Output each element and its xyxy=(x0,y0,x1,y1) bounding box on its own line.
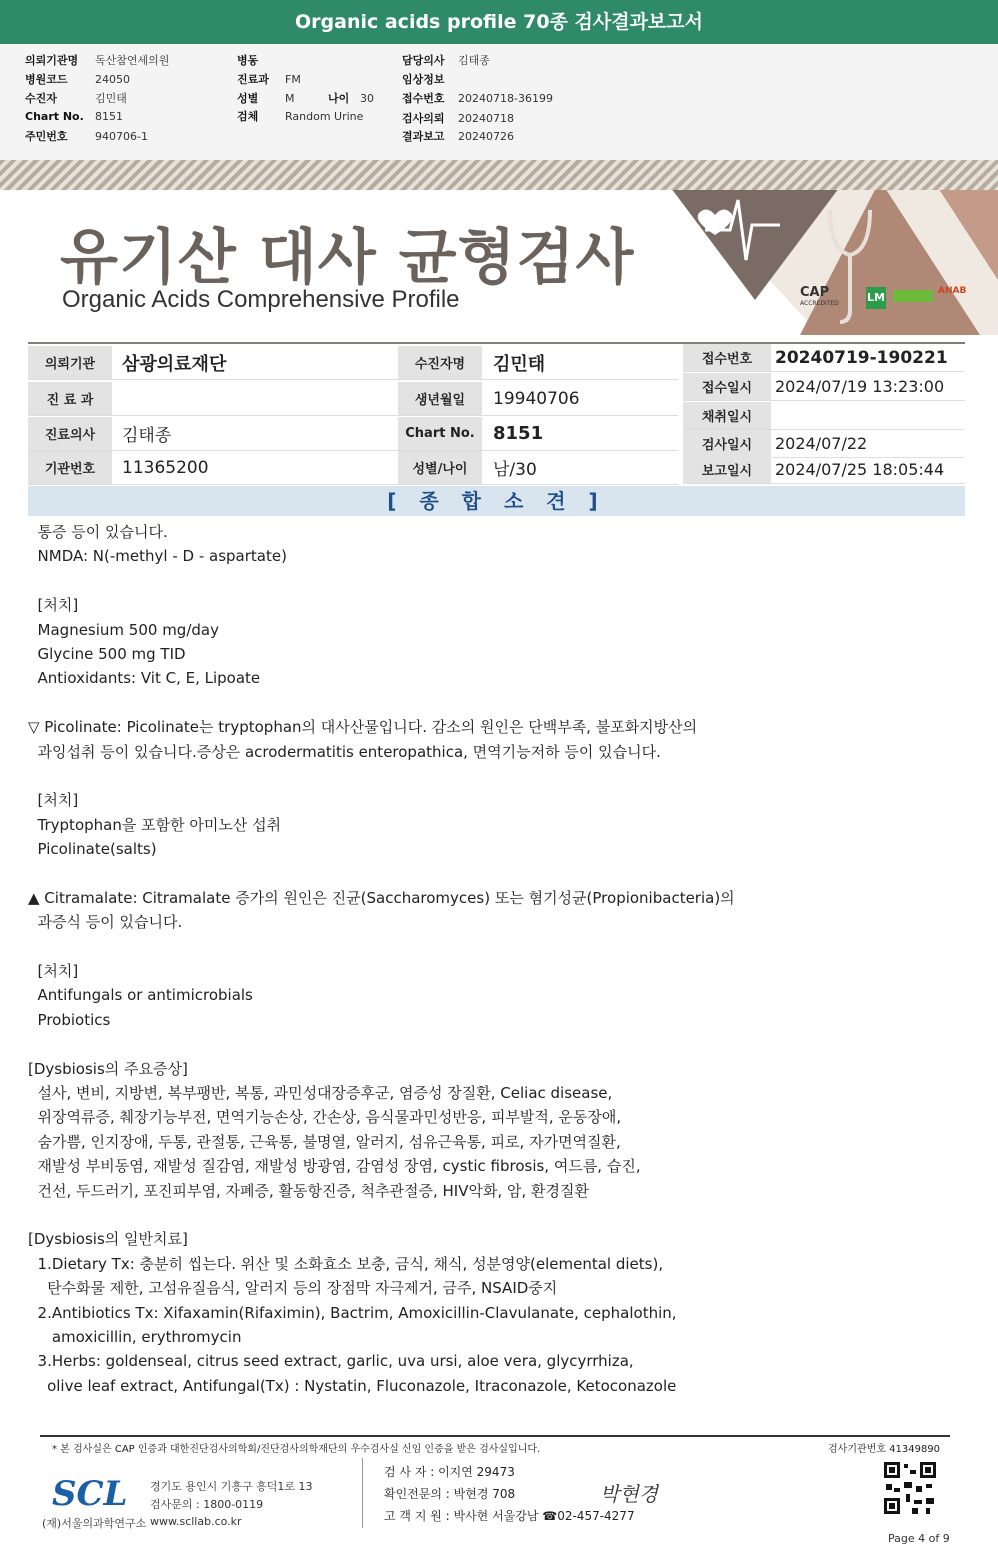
header-request-date: 검사의뢰 20240718 xyxy=(402,112,514,125)
header-chart-no: Chart No. 8151 xyxy=(25,110,123,123)
info-row-2 xyxy=(28,382,678,416)
anab-logo: ANAB xyxy=(938,286,967,296)
value-chart-no: 8151 xyxy=(493,423,544,444)
opinion-line xyxy=(28,691,958,715)
opinion-line xyxy=(28,1032,958,1056)
opinion-line: amoxicillin, erythromycin xyxy=(28,1327,242,1346)
info-row-1 xyxy=(28,346,678,380)
header-requester: 의뢰기관명 독산참연세의원 xyxy=(25,54,170,67)
opinion-line: Antioxidants: Vit C, E, Lipoate xyxy=(28,669,261,688)
kola-logo xyxy=(893,290,933,302)
opinion-header: [ 종 합 소 견 ] xyxy=(28,486,965,516)
info-row-3 xyxy=(28,417,678,451)
footer-vline xyxy=(362,1458,363,1528)
value-birth: 19940706 xyxy=(493,388,580,409)
header-receipt-no: 접수번호 20240718-36199 xyxy=(402,92,553,105)
label-org-no: 기관번호 xyxy=(28,451,112,484)
opinion-line: 3.Herbs: goldenseal, citrus seed extract, garlic, uva ursi, aloe vera, glycyrrhiza, xyxy=(28,1352,634,1371)
info-report-time: 보고일시 2024/07/25 18:05:44 xyxy=(683,456,965,484)
inquiry: 검사문의 : 1800-0119 xyxy=(150,1498,264,1511)
header-hospital-code: 병원코드 24050 xyxy=(25,73,130,86)
opinion-line: 설사, 변비, 지방변, 복부팽반, 복통, 과민성대장증후군, 염증성 장질환, Celiac disease, xyxy=(28,1083,613,1102)
opinion-line: 1.Dietary Tx: 충분히 씹는다. 위산 및 소화효소 보충, 금식, 채식, 성분영양(elemental diets), xyxy=(28,1254,664,1273)
banner-graphic xyxy=(620,190,998,335)
opinion-line: olive leaf extract, Antifungal(Tx) : Nystatin, Fluconazole, Itraconazole, Ketoconazole xyxy=(28,1376,677,1395)
value-patient: 김민태 xyxy=(493,353,546,375)
opinion-line: [Dysbiosis의 일반치료] xyxy=(28,1230,188,1249)
cap-logo: CAP ACCREDITED xyxy=(800,285,839,307)
header-resident-no: 주민번호 940706-1 xyxy=(25,130,148,143)
signature: 박현경 xyxy=(600,1482,658,1506)
value-requester: 삼광의료재단 xyxy=(122,353,227,375)
scl-logo: SCL xyxy=(52,1474,128,1514)
opinion-body xyxy=(28,520,958,1398)
label-birth: 생년월일 xyxy=(398,382,482,415)
opinion-line: 위장역류증, 췌장기능부전, 면역기능손상, 간손상, 음식물과민성반응, 피부발적, 운동장애, xyxy=(28,1108,622,1127)
opinion-line: 과증식 등이 있습니다. xyxy=(28,913,183,932)
value-doctor: 김태종 xyxy=(122,426,172,446)
banner-title-korean: 유기산 대사 균형검사 xyxy=(60,223,635,293)
opinion-line: Magnesium 500 mg/day xyxy=(28,620,219,639)
opinion-line: Tryptophan을 포함한 아미노산 섭취 xyxy=(28,815,282,834)
opinion-line: 건선, 두드러기, 포진피부염, 자폐증, 활동항진증, 척추관절증, HIV악화, 암, 환경질환 xyxy=(28,1181,589,1200)
footer-divider xyxy=(40,1435,950,1437)
opinion-line: [처치] xyxy=(28,596,79,615)
address: 경기도 용인시 기흥구 흥덕1로 13 xyxy=(150,1480,313,1493)
opinion-line: Glycine 500 mg TID xyxy=(28,644,186,663)
label-requester: 의뢰기관 xyxy=(28,346,112,379)
label-doctor: 진료의사 xyxy=(28,417,112,450)
label-dept: 진 료 과 xyxy=(28,382,112,415)
opinion-line: ▲ Citramalate: Citramalate 증가의 원인은 진균(Saccharomyces) 또는 혐기성균(Propionibacteria)의 xyxy=(28,888,735,907)
lmi-logo: LM xyxy=(866,287,886,309)
info-collect-time: 채취일시 xyxy=(683,402,965,430)
qr-code-icon xyxy=(882,1460,938,1516)
page-number: Page 4 of 9 xyxy=(888,1532,950,1545)
header-patient: 수진자 김민태 xyxy=(25,92,127,105)
customer-support: 고 객 지 원 : 박사현 서울강남 ☎02-457-4277 xyxy=(384,1509,635,1523)
header-sex: 성별 M xyxy=(237,92,295,105)
value-org-no: 11365200 xyxy=(122,457,209,478)
report-title: Organic acids profile 70종 검사결과보고서 xyxy=(295,11,703,33)
specialist: 확인전문의 : 박현경 708 xyxy=(384,1487,516,1501)
footer-note: * 본 검사실은 CAP 인증과 대한진단검사의학회/진단검사의학재단의 우수검사실 신임 인증을 받은 검사실입니다. xyxy=(52,1444,541,1455)
header-dept: 진료과 FM xyxy=(237,73,301,86)
banner xyxy=(0,190,998,335)
opinion-line: NMDA: N(-methyl - D - aspartate) xyxy=(28,547,287,566)
opinion-line: 탄수화물 제한, 고섬유질음식, 알러지 등의 장점막 자극제거, 금주, NSAID중지 xyxy=(28,1279,558,1298)
opinion-line: 재발성 부비동염, 재발성 질감염, 재발성 방광염, 감염성 장염, cystic fibrosis, 여드름, 습진, xyxy=(28,1157,641,1176)
opinion-line: [처치] xyxy=(28,962,79,981)
label-patient: 수진자명 xyxy=(398,346,482,379)
header-report-date: 결과보고 20240726 xyxy=(402,130,514,143)
opinion-line: 2.Antibiotics Tx: Xifaxamin(Rifaximin), Bactrim, Amoxicillin-Clavulanate, cephalothin, xyxy=(28,1303,677,1322)
opinion-line: 과잉섭취 등이 있습니다.증상은 acrodermatitis enteropathica, 면역기능저하 등이 있습니다. xyxy=(28,742,661,761)
report-title-bar xyxy=(0,0,998,44)
opinion-line xyxy=(28,861,958,885)
header-age: 나이 30 xyxy=(328,92,374,105)
opinion-line xyxy=(28,569,958,593)
opinion-line: Picolinate(salts) xyxy=(28,840,157,859)
info-test-date: 검사일시 2024/07/22 xyxy=(683,430,965,458)
opinion-line: [처치] xyxy=(28,791,79,810)
request-header xyxy=(0,44,998,160)
patient-info-table xyxy=(28,342,965,484)
banner-title-english: Organic Acids Comprehensive Profile xyxy=(62,286,460,313)
opinion-line xyxy=(28,1203,958,1227)
value-sex-age: 남/30 xyxy=(493,460,537,480)
header-clinical-info: 임상정보 xyxy=(402,73,445,86)
opinion-line: [Dysbiosis의 주요증상] xyxy=(28,1059,188,1078)
label-sex-age: 성별/나이 xyxy=(398,451,482,484)
opinion-line: 통증 등이 있습니다. xyxy=(28,523,168,541)
tester: 검 사 자 : 이지연 29473 xyxy=(384,1465,515,1479)
header-doctor: 담당의사 김태종 xyxy=(402,54,490,67)
info-row-4 xyxy=(28,451,678,485)
info-receipt-time: 접수일시 2024/07/19 13:23:00 xyxy=(683,373,965,401)
opinion-line xyxy=(28,935,958,959)
header-ward: 병동 xyxy=(237,54,259,67)
label-chart-no: Chart No. xyxy=(398,417,482,450)
info-receipt-no: 접수번호 20240719-190221 xyxy=(683,344,965,372)
footer-lab-no: 검사기관번호 41349890 xyxy=(828,1444,941,1455)
opinion-line: Probiotics xyxy=(28,1010,111,1029)
decorative-stripe xyxy=(0,160,998,190)
institute-name: (재)서울의과학연구소 xyxy=(42,1517,147,1530)
opinion-line xyxy=(28,764,958,788)
header-specimen: 검체 Random Urine xyxy=(237,110,364,123)
opinion-line: 숨가쁨, 인지장애, 두통, 관절통, 근육통, 불명열, 알러지, 섬유근육통, 피로, 자가면역질환, xyxy=(28,1132,621,1151)
opinion-line: Antifungals or antimicrobials xyxy=(28,986,253,1005)
website-link[interactable]: www.scllab.co.kr xyxy=(150,1515,242,1528)
opinion-line: ▽ Picolinate: Picolinate는 tryptophan의 대사산물입니다. 감소의 원인은 단백부족, 불포화지방산의 xyxy=(28,718,698,737)
